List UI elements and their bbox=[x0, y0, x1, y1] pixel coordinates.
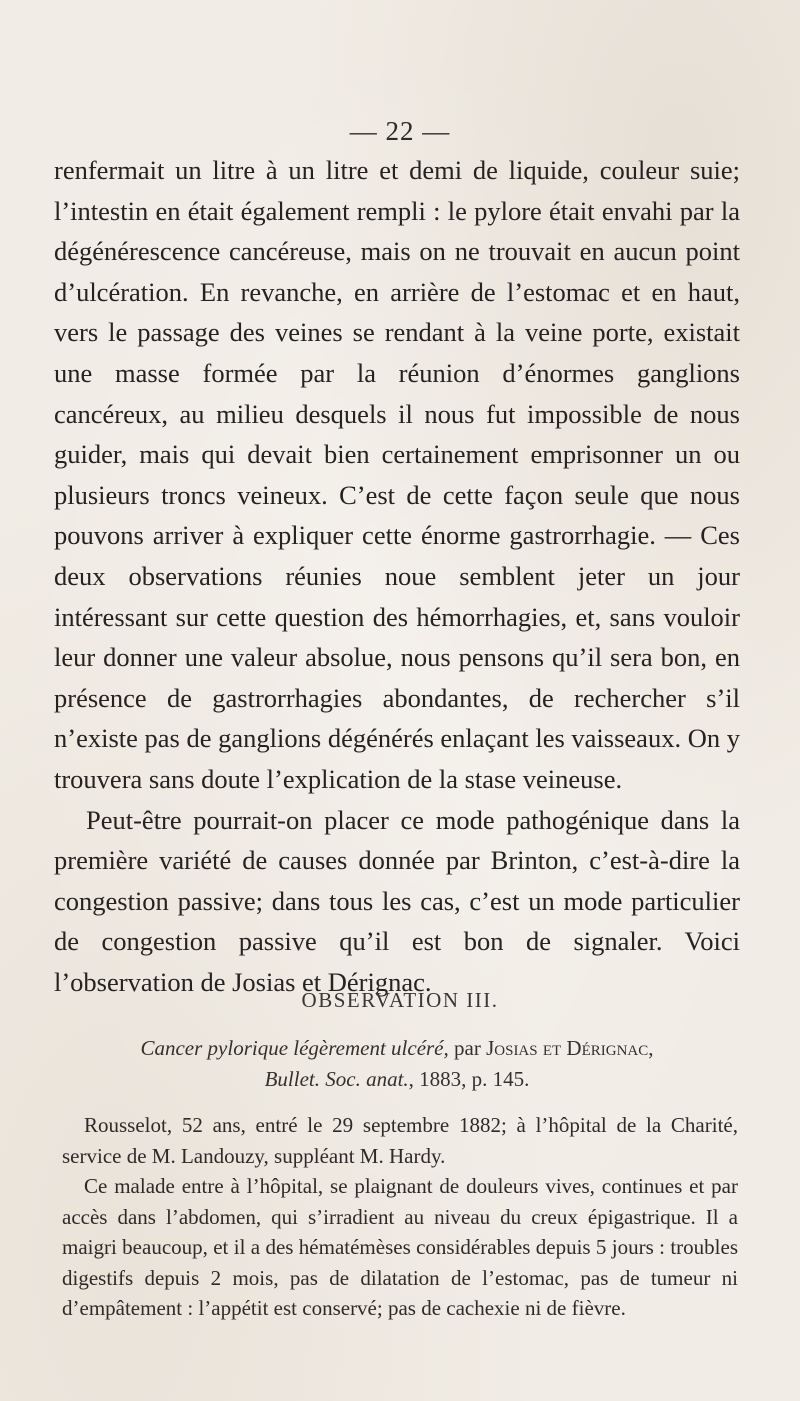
main-text bbox=[54, 150, 740, 1002]
body-paragraph: Peut-être pourrait-on placer ce mode pathogénique dans la première variété de causes donnée par Brinton, c’est-à-dire la congestion passive; dans tous les cas, c’est un mode particulier de congestion passive qu’il est bon de signaler. Voici l’observation de Josias et Dérignac. bbox=[54, 804, 740, 997]
citation-journal: Bullet. Soc. anat. bbox=[264, 1067, 409, 1091]
citation-authors: Josias et Dérignac, bbox=[486, 1036, 654, 1060]
observation-paragraph: Rousselot, 52 ans, entré le 29 septembre 1882; à l’hôpital de la Charité, service de M. Landouzy, suppléant M. Hardy. bbox=[62, 1113, 738, 1168]
citation-rest: , 1883, p. 145. bbox=[408, 1067, 530, 1091]
page-number: — 22 — bbox=[349, 116, 451, 146]
observation-citation bbox=[54, 1033, 740, 1095]
citation-by: par bbox=[448, 1036, 487, 1060]
observation-text bbox=[62, 1110, 738, 1324]
citation-title: Cancer pylorique légèrement ulcéré, bbox=[140, 1036, 449, 1060]
observation-paragraph: Ce malade entre à l’hôpital, se plaignant de douleurs vives, continues et par accès dans l’abdomen, qui s’irradient au niveau du creux épigastrique. Il a maigri beaucoup, et il a des hématémèses considérables depuis 5 jours : troubles digestifs depuis 2 mois, pas de dilatation de l’estomac, pas de tumeur ni d’empâtement : l’appétit est conservé; pas de cachexie ni de fièvre. bbox=[62, 1174, 738, 1320]
observation-heading: OBSERVATION III. bbox=[301, 988, 499, 1012]
body-paragraph: renfermait un litre à un litre et demi de liquide, couleur suie; l’intestin en était également rempli : le pylore était envahi par la dégénérescence cancéreuse, mais on ne trouvait en aucun point d’ulcération. En revanche, en arrière de l’estomac et en haut, vers le passage des veines se rendant à la veine porte, existait une masse formée par la réunion d’énormes ganglions cancéreux, au milieu desquels il nous fut impossible de nous guider, mais qui devait bien certainement emprisonner un ou plusieurs troncs veineux. C’est de cette façon seule que nous pouvons arriver à expliquer cette énorme gastrorrhagie. — Ces deux observations réunies noue semblent jeter un jour intéressant sur cette question des hémorrhagies, et, sans vouloir leur donner une valeur absolue, nous pensons qu’il sera bon, en présence de gastrorrhagies abondantes, de rechercher s’il n’existe pas de ganglions dégénérés enlaçant les vaisseaux. On y trouvera sans doute l’explication de la stase veineuse. bbox=[54, 155, 740, 794]
